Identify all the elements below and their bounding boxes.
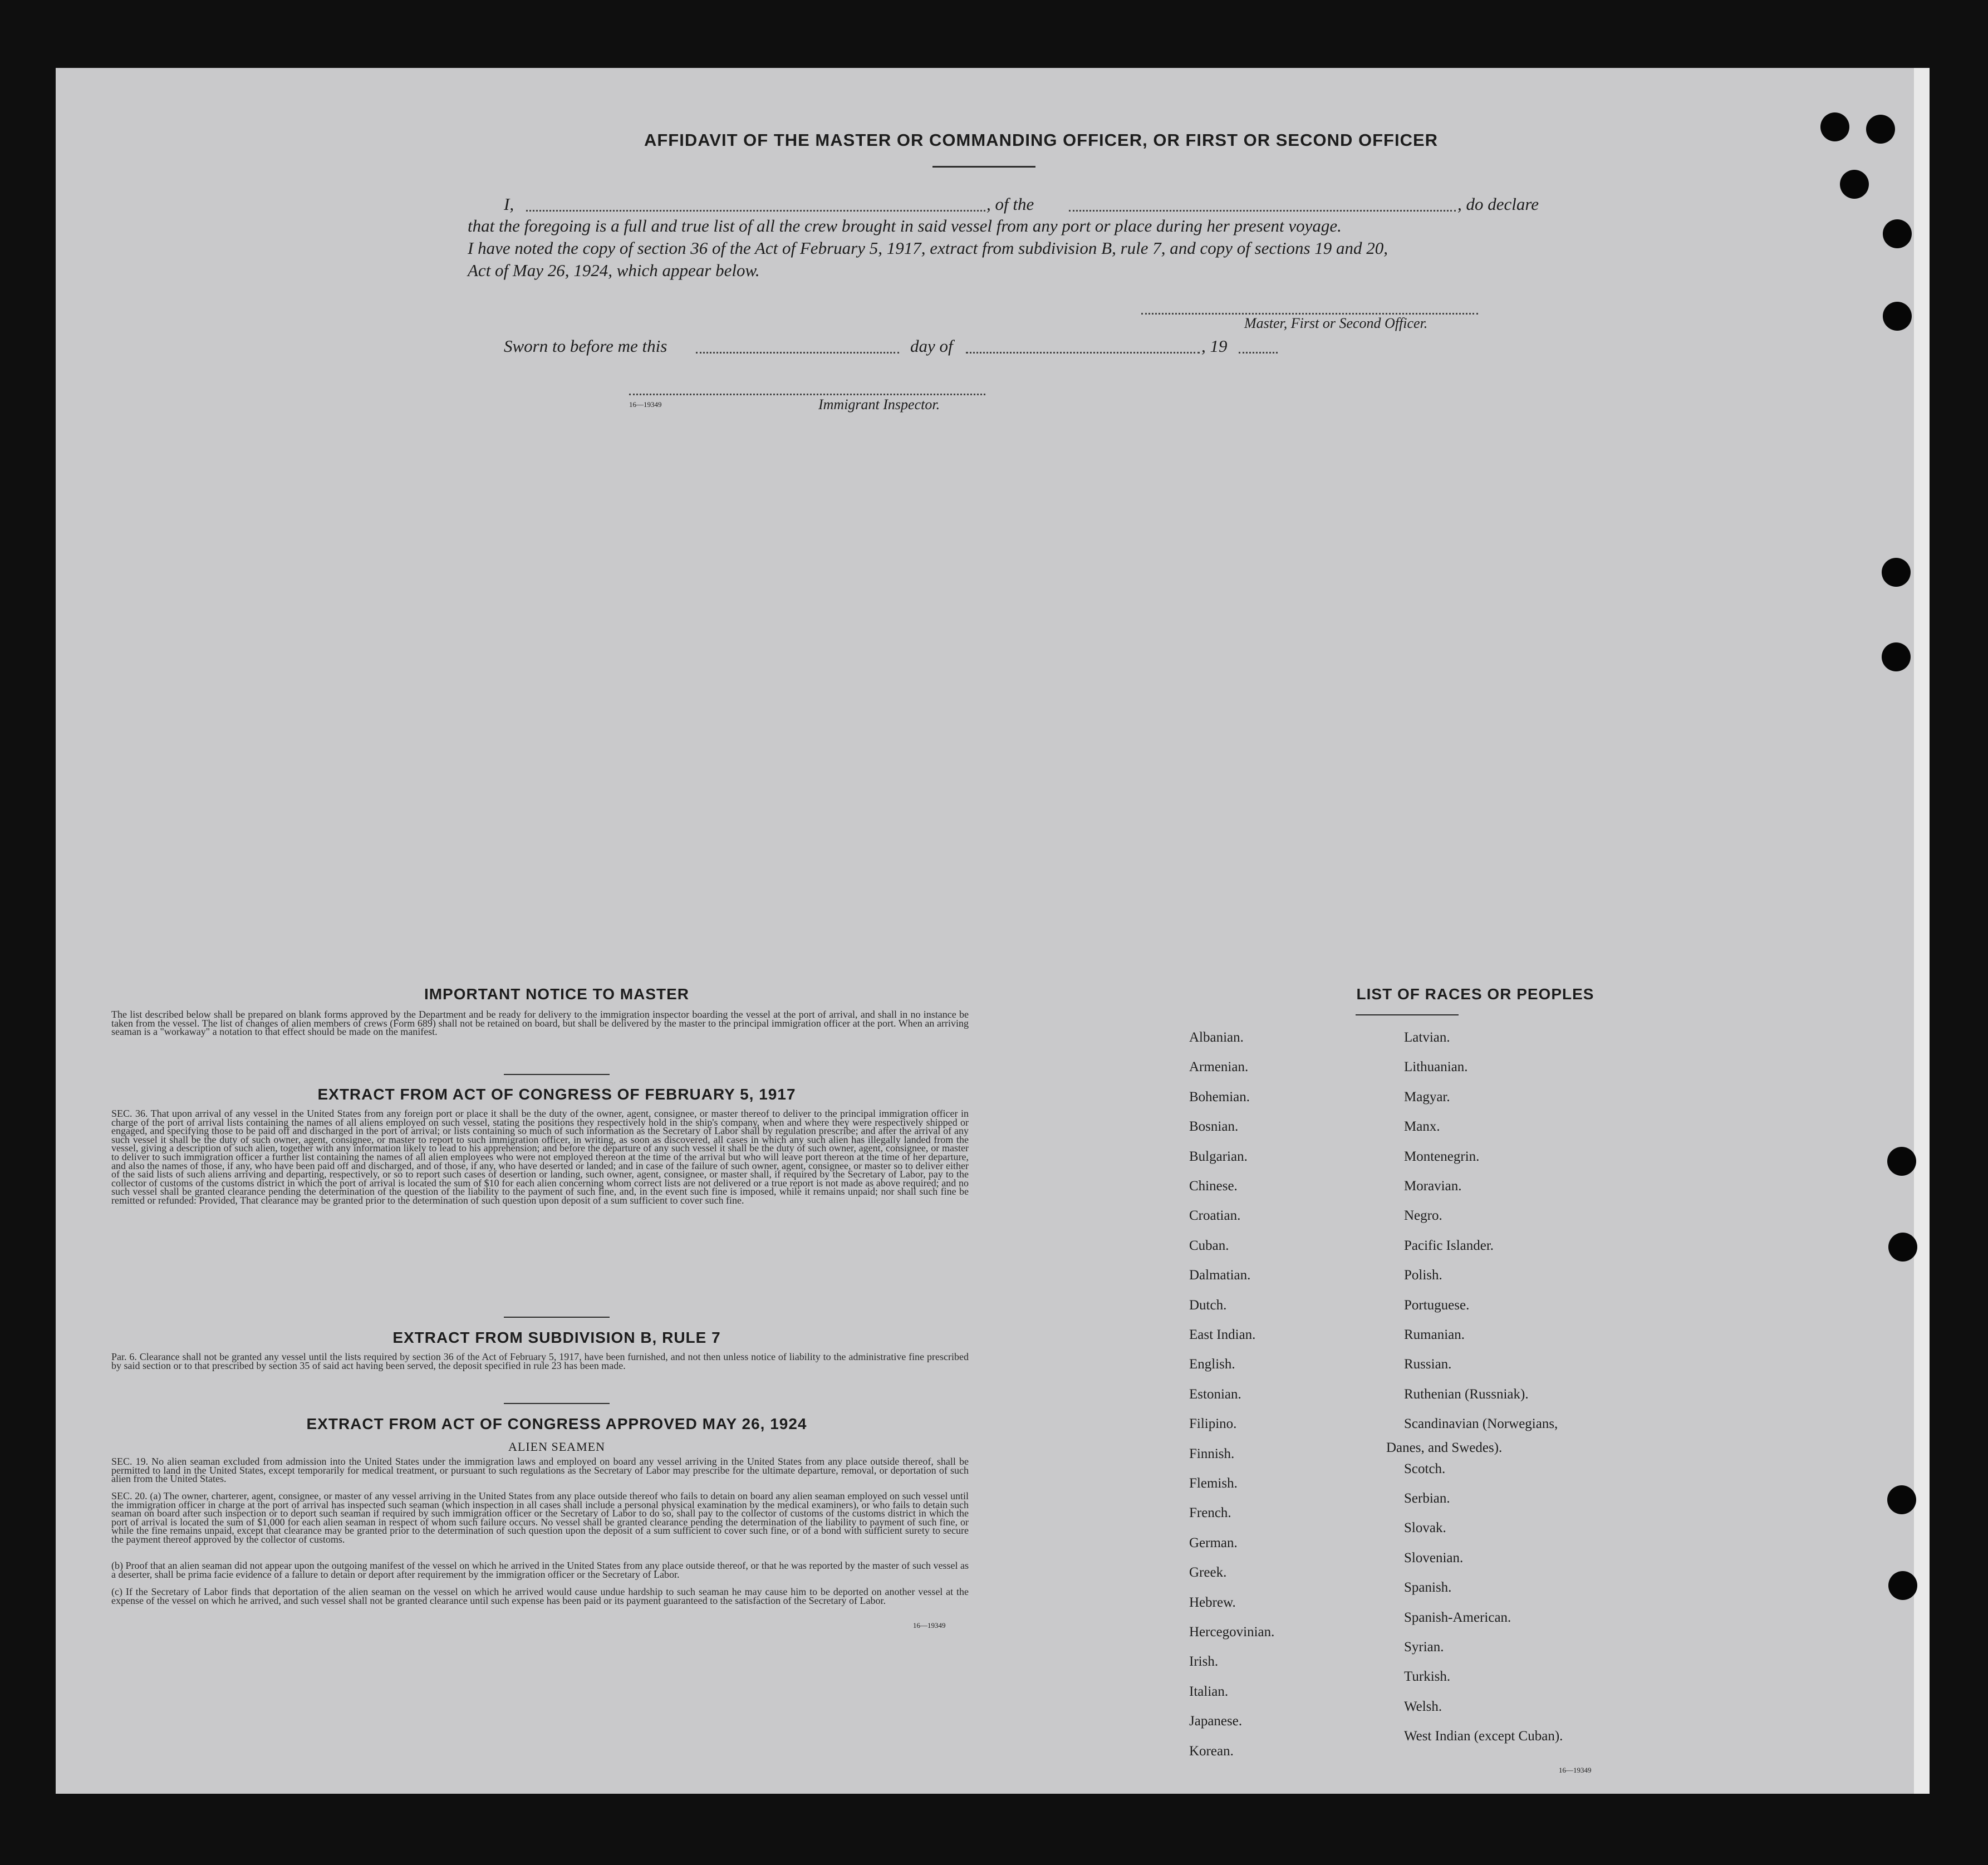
year-prefix: , 19 <box>1201 336 1228 356</box>
race-left-4: Bosnian. <box>1189 1119 1239 1135</box>
month-blank[interactable] <box>966 352 1200 354</box>
race-left-5: Bulgarian. <box>1189 1149 1248 1164</box>
binder-hole <box>1887 1147 1916 1176</box>
sec20b-text: (b) Proof that an alien seaman did not appear upon the outgoing manifest of the vessel on which he arrived in the United States from any place outside thereof, or that he was reported by the master of such vessel as a deserter, shall be prima facie evidence of a failure to detain or deport after requirement by the immigration officer or the Secretary of Labor. <box>111 1560 969 1580</box>
race-left-22: Irish. <box>1189 1654 1219 1670</box>
binder-hole <box>1866 115 1895 144</box>
race-left-9: Dalmatian. <box>1189 1268 1251 1283</box>
extract2-text: Par. 6. Clearance shall not be granted any vessel until the lists required by section 36 of the Act of February 5, 1917, have been furnished, and not then unless notice of liability to the administrative fine prescribed by said section or to that prescribed by section 35 of said act having been served, the deposit specified in rule 23 has been made. <box>111 1351 969 1371</box>
race-left-24: Japanese. <box>1189 1714 1243 1729</box>
race-right-7: Negro. <box>1404 1208 1442 1224</box>
race-left-15: Finnish. <box>1189 1446 1235 1461</box>
affidavit-line-4: Act of May 26, 1924, which appear below. <box>468 261 760 280</box>
race-right-13: Ruthenian (Russniak). <box>1404 1386 1529 1402</box>
race-right-12: Russian. <box>1404 1357 1452 1372</box>
affidavit-line-2: that the foregoing is a full and true list of all the crew brought in said vessel from any port or place during her present voyage. <box>468 216 1342 235</box>
signature-blank[interactable] <box>1141 313 1478 315</box>
race-right-20: Spanish-American. <box>1404 1609 1511 1625</box>
race-left-17: French. <box>1189 1505 1231 1521</box>
race-left-19: Greek. <box>1189 1565 1227 1581</box>
races-title: LIST OF RACES OR PEOPLES <box>1356 985 1594 1003</box>
binder-hole <box>1882 642 1911 671</box>
race-right-19: Spanish. <box>1404 1580 1452 1596</box>
race-right-22: Turkish. <box>1404 1669 1451 1685</box>
race-right-24: West Indian (except Cuban). <box>1404 1729 1563 1744</box>
divider-3 <box>504 1403 610 1404</box>
race-right-17: Slovak. <box>1404 1520 1446 1536</box>
race-right-8: Pacific Islander. <box>1404 1238 1494 1253</box>
extract3-subtitle: ALIEN SEAMEN <box>508 1440 605 1454</box>
race-right-18: Slovenian. <box>1404 1550 1464 1565</box>
year-blank[interactable] <box>1239 352 1278 354</box>
race-left-10: Dutch. <box>1189 1297 1227 1313</box>
notice-text: The list described below shall be prepared on blank forms approved by the Department and be ready for delivery to the immigration inspector boarding the vessel at the port of arrival, and shall in no instance be taken from the vessel. The list of changes of alien members of crews (Form 689) shall not be retained on board, but shall be delivered by the master to the principal immigration officer at the port. When an arriving seaman is a "workaway" a notation to that effect should be made on the manifest. <box>111 1009 969 1038</box>
race-left-14: Filipino. <box>1189 1416 1237 1432</box>
affidavit-form-number: 16—19349 <box>629 400 662 409</box>
notice-title: IMPORTANT NOTICE TO MASTER <box>424 985 690 1003</box>
race-left-21: Hercegovinian. <box>1189 1624 1275 1640</box>
binder-hole <box>1820 112 1849 141</box>
sworn-text: Sworn to before me this <box>504 336 667 356</box>
affidavit-line-3: I have noted the copy of section 36 of the Act of February 5, 1917, extract from subdivision B, rule 7, and copy of sections 19 and 20, <box>468 238 1388 258</box>
binder-hole <box>1888 1571 1917 1600</box>
race-right-9: Polish. <box>1404 1268 1442 1283</box>
sec20c-text: (c) If the Secretary of Labor finds that deportation of the alien seaman on the vessel on which he arrived would cause undue hardship to such seaman he may cause him to be deported on another vessel at the expense of the vessel on which he arrived, and such vessel shall not be granted clearance until such expense has been paid or its payment guaranteed to the satisfaction of the Secretary of Labor. <box>111 1586 969 1606</box>
race-right-14: Scandinavian (Norwegians, <box>1404 1416 1558 1432</box>
race-left-6: Chinese. <box>1189 1179 1238 1194</box>
race-right-11: Rumanian. <box>1404 1327 1465 1342</box>
affidavit-i: I, <box>504 194 514 214</box>
binder-hole <box>1840 170 1869 199</box>
binder-hole <box>1883 219 1912 248</box>
vessel-blank[interactable] <box>1069 210 1456 212</box>
race-right-4: Manx. <box>1404 1119 1440 1135</box>
scandinavian-continued: Danes, and Swedes). <box>1386 1440 1503 1455</box>
affidavit-title: AFFIDAVIT OF THE MASTER OR COMMANDING OFFICER, OR FIRST OR SECOND OFFICER <box>644 130 1439 150</box>
race-right-5: Montenegrin. <box>1404 1149 1480 1164</box>
race-left-12: English. <box>1189 1357 1235 1372</box>
race-right-15: Scotch. <box>1404 1461 1446 1476</box>
sec19-text: SEC. 19. No alien seaman excluded from admission into the United States under the immigration laws and employed on board any vessel arriving in the United States from any place outside thereof, shall be permitted to land in the United States, except temporarily for medical treatment, or pursuant to such regulations as the Secretary of Labor may prescribe for the ultimate departure, removal, or deportation of such alien from the United States. <box>111 1456 969 1485</box>
affidavit-of-the: , of the <box>986 194 1034 214</box>
race-left-8: Cuban. <box>1189 1238 1229 1253</box>
race-left-16: Flemish. <box>1189 1476 1238 1491</box>
day-blank[interactable] <box>696 352 899 354</box>
race-left-20: Hebrew. <box>1189 1594 1236 1610</box>
divider-2 <box>504 1317 610 1318</box>
name-blank[interactable] <box>526 210 985 212</box>
race-left-13: Estonian. <box>1189 1386 1241 1402</box>
race-right-6: Moravian. <box>1404 1179 1462 1194</box>
sec20a-text: SEC. 20. (a) The owner, charterer, agent, consignee, or master of any vessel arriving in the United States from any place outside thereof who fails to detain on board any alien seaman employed on such vessel until the immigration officer in charge at the port of arrival has inspected such seaman (which inspection in all cases shall include a personal physical examination by the medical examiners), or who fails to detain such seaman on board after such inspection or to deport such seaman if required by such immigration officer or the Secretary of Labor to do so, shall pay to the collector of customs of the customs district in which the port of arrival is located the sum of $1,000 for each alien seaman in respect of whom such failure occurs. No vessel shall be granted clearance pending the determination of the liability to payment of such fine, or while the fine remains unpaid, except that clearance may be granted prior to the determination of such question upon the deposit of a sum sufficient to cover such fine, or of a bond with sufficient surety to secure the payment thereof approved by the collector of customs. <box>111 1490 969 1545</box>
extract1-text: SEC. 36. That upon arrival of any vessel in the United States from any foreign port or place it shall be the duty of the owner, agent, consignee, or master thereof to deliver to the principal immigration officer in charge of the port of arrival lists containing the names of all aliens employed on such vessel, stating the positions they respectively hold in the ship's company, when and where they were respectively shipped or engaged, and specifying those to be paid off and discharged in the port of arrival; or lists containing so much of such information as the Secretary of Labor shall by regulation prescribe; and after the arrival of any such vessel it shall be the duty of such owner, agent, consignee, or master to report to such immigration officer, in writing, as soon as discovered, all cases in which any such alien has illegally landed from the vessel, giving a description of such alien, together with any information likely to lead to his apprehension; and before the departure of any such vessel it shall be the duty of such owner, agent, consignee, or master to deliver to such immigration officer a further list containing the names of all alien employees who were not employed thereon at the time of the arrival but who will leave port thereon at the time of her departure, and also the names of those, if any, who have been paid off and discharged, and of those, if any, who have deserted or landed; and in case of the failure of such owner, agent, consignee, or master so to deliver either of the said lists of such aliens arriving and departing, respectively, or so to report such cases of desertion or landing, such owner, agent, consignee, or master shall, if required by the Secretary of Labor, pay to the collector of customs of the customs district in which the port of arrival is located the sum of $10 for each alien concerning whom correct lists are not delivered or a true report is not made as above required; and no such vessel shall be granted clearance pending the determination of the question of the liability to the payment of such fine, and, in the event such fine is imposed, while it remains unpaid; nor shall such fine be remitted or refunded: Provided, That clearance may be granted prior to the determination of such question upon deposit of a sum sufficient to cover such fine. <box>111 1108 969 1206</box>
extract1-title: EXTRACT FROM ACT OF CONGRESS OF FEBRUARY 5, 1917 <box>317 1086 796 1103</box>
notice-form-number: 16—19349 <box>913 1621 946 1630</box>
binder-hole <box>1887 1485 1916 1514</box>
race-left-23: Italian. <box>1189 1684 1229 1699</box>
race-right-16: Serbian. <box>1404 1491 1450 1506</box>
race-left-3: Bohemian. <box>1189 1089 1250 1105</box>
extract3-title: EXTRACT FROM ACT OF CONGRESS APPROVED MAY 26, 1924 <box>306 1415 807 1432</box>
races-underline <box>1356 1014 1459 1015</box>
race-left-2: Armenian. <box>1189 1059 1249 1075</box>
inspector-blank[interactable] <box>629 394 985 395</box>
divider-1 <box>504 1074 610 1075</box>
race-left-18: German. <box>1189 1535 1238 1550</box>
race-left-1: Albanian. <box>1189 1030 1244 1045</box>
race-right-10: Portuguese. <box>1404 1297 1470 1313</box>
binder-hole <box>1882 558 1911 587</box>
binder-hole <box>1888 1233 1917 1262</box>
title-underline <box>932 166 1035 168</box>
inspector-label: Immigrant Inspector. <box>818 396 940 413</box>
form-sheet <box>56 68 1930 1794</box>
signature-label: Master, First or Second Officer. <box>1244 315 1428 331</box>
race-left-11: East Indian. <box>1189 1327 1256 1342</box>
races-form-number: 16—19349 <box>1559 1766 1592 1774</box>
race-left-7: Croatian. <box>1189 1208 1241 1224</box>
race-left-25: Korean. <box>1189 1743 1234 1759</box>
race-right-2: Lithuanian. <box>1404 1059 1468 1075</box>
race-right-3: Magyar. <box>1404 1089 1450 1105</box>
race-right-23: Welsh. <box>1404 1699 1442 1714</box>
day-of-text: day of <box>910 336 953 356</box>
binder-hole <box>1883 302 1912 331</box>
extract2-title: EXTRACT FROM SUBDIVISION B, RULE 7 <box>392 1329 721 1346</box>
race-right-1: Latvian. <box>1404 1030 1450 1045</box>
affidavit-do-declare: , do declare <box>1457 194 1539 214</box>
race-right-21: Syrian. <box>1404 1640 1444 1655</box>
